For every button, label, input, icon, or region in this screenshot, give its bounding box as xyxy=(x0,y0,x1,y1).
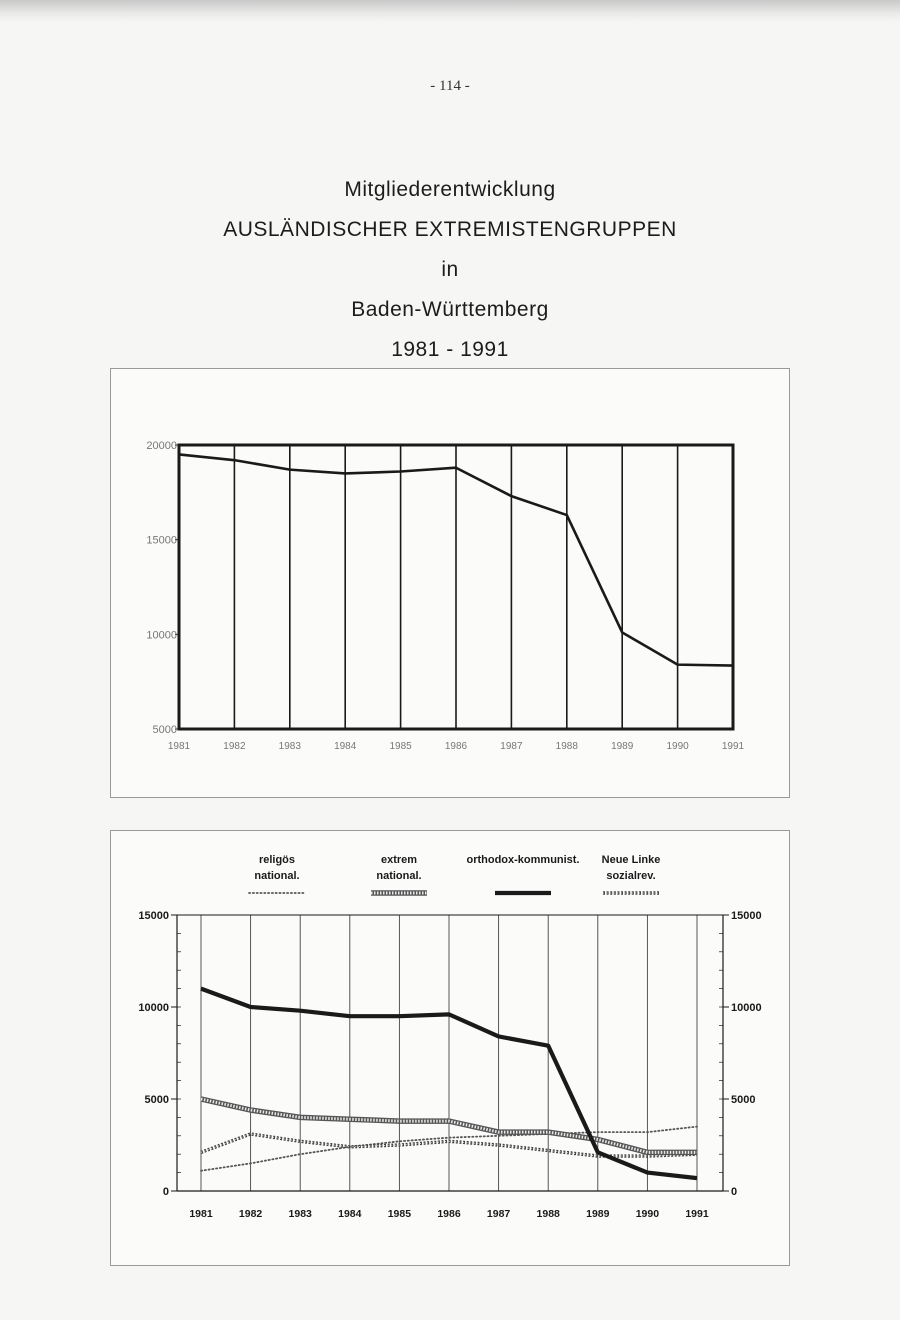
groups-chart-frame xyxy=(110,830,790,1266)
x-tick-label-1988: 1988 xyxy=(555,741,578,752)
scan-edge-shadow xyxy=(0,0,900,22)
total-members-chart-frame xyxy=(110,368,790,798)
data-point-1984 xyxy=(344,472,346,474)
data-point-1988 xyxy=(566,514,568,516)
data-point-1987 xyxy=(510,495,512,497)
data-point-1989 xyxy=(621,631,623,633)
groups-chart xyxy=(111,831,789,1265)
y-tick-label-left-15000: 15000 xyxy=(138,910,169,922)
x-tick-label-1990: 1990 xyxy=(666,741,689,752)
x-tick-label-1985: 1985 xyxy=(387,1208,412,1220)
y-tick-label-20000: 20000 xyxy=(146,440,177,452)
title-line-2: AUSLÄNDISCHER EXTREMISTENGRUPPEN xyxy=(223,218,677,241)
x-tick-label-1986: 1986 xyxy=(437,1208,461,1220)
y-tick-label-left-10000: 10000 xyxy=(138,1002,169,1014)
x-tick-label-1986: 1986 xyxy=(444,741,468,752)
legend-label-2-wavy: sozialrev. xyxy=(606,870,656,882)
data-point-1981 xyxy=(178,453,180,455)
data-point-1985 xyxy=(399,470,401,472)
legend-label-2-hatched: national. xyxy=(376,870,422,882)
x-tick-label-1981: 1981 xyxy=(167,741,191,752)
y-tick-label-right-0: 0 xyxy=(731,1186,738,1198)
total-members-chart xyxy=(111,369,789,797)
data-point-1991 xyxy=(732,664,734,666)
y-tick-label-right-15000: 15000 xyxy=(731,910,762,922)
legend-label-2-dotted: national. xyxy=(254,870,300,882)
title-line-1: Mitgliederentwicklung xyxy=(344,178,556,201)
x-tick-label-1983: 1983 xyxy=(278,741,301,752)
x-tick-label-1989: 1989 xyxy=(586,1208,610,1220)
page-number: - 114 - xyxy=(430,78,470,94)
y-tick-label-15000: 15000 xyxy=(146,534,177,547)
x-tick-label-1991: 1991 xyxy=(685,1208,709,1220)
x-tick-label-1984: 1984 xyxy=(334,741,357,752)
x-tick-label-1982: 1982 xyxy=(223,741,246,752)
x-tick-label-1988: 1988 xyxy=(536,1208,560,1220)
legend-label-thick: orthodox-kommunist. xyxy=(466,854,580,866)
legend-label-dotted: religös xyxy=(258,854,296,866)
y-tick-label-left-5000: 5000 xyxy=(144,1094,169,1106)
data-point-1983 xyxy=(289,468,291,470)
x-tick-label-1984: 1984 xyxy=(338,1208,362,1220)
data-point-1982 xyxy=(233,459,235,461)
y-tick-label-right-10000: 10000 xyxy=(731,1002,762,1014)
data-point-1990 xyxy=(676,663,678,665)
y-tick-label-left-0: 0 xyxy=(162,1186,169,1198)
y-tick-label-right-5000: 5000 xyxy=(731,1094,756,1106)
legend-label-hatched: extrem xyxy=(380,854,418,866)
y-tick-label-10000: 10000 xyxy=(146,629,177,642)
y-tick-label-5000: 5000 xyxy=(152,724,177,736)
legend-label-wavy: Neue Linke xyxy=(601,854,661,866)
x-tick-label-1985: 1985 xyxy=(389,741,412,752)
title-line-5: 1981 - 1991 xyxy=(391,338,509,361)
x-tick-label-1987: 1987 xyxy=(486,1208,511,1220)
title-block xyxy=(0,170,900,370)
x-tick-label-1990: 1990 xyxy=(635,1208,660,1220)
title-line-4: Baden-Württemberg xyxy=(351,298,549,321)
x-tick-label-1991: 1991 xyxy=(721,741,745,752)
x-tick-label-1989: 1989 xyxy=(611,741,634,752)
x-tick-label-1982: 1982 xyxy=(238,1208,263,1220)
title-line-3: in xyxy=(441,258,459,281)
data-point-1986 xyxy=(455,467,457,469)
x-tick-label-1987: 1987 xyxy=(500,741,523,752)
x-tick-label-1981: 1981 xyxy=(189,1208,213,1220)
x-tick-label-1983: 1983 xyxy=(288,1208,312,1220)
